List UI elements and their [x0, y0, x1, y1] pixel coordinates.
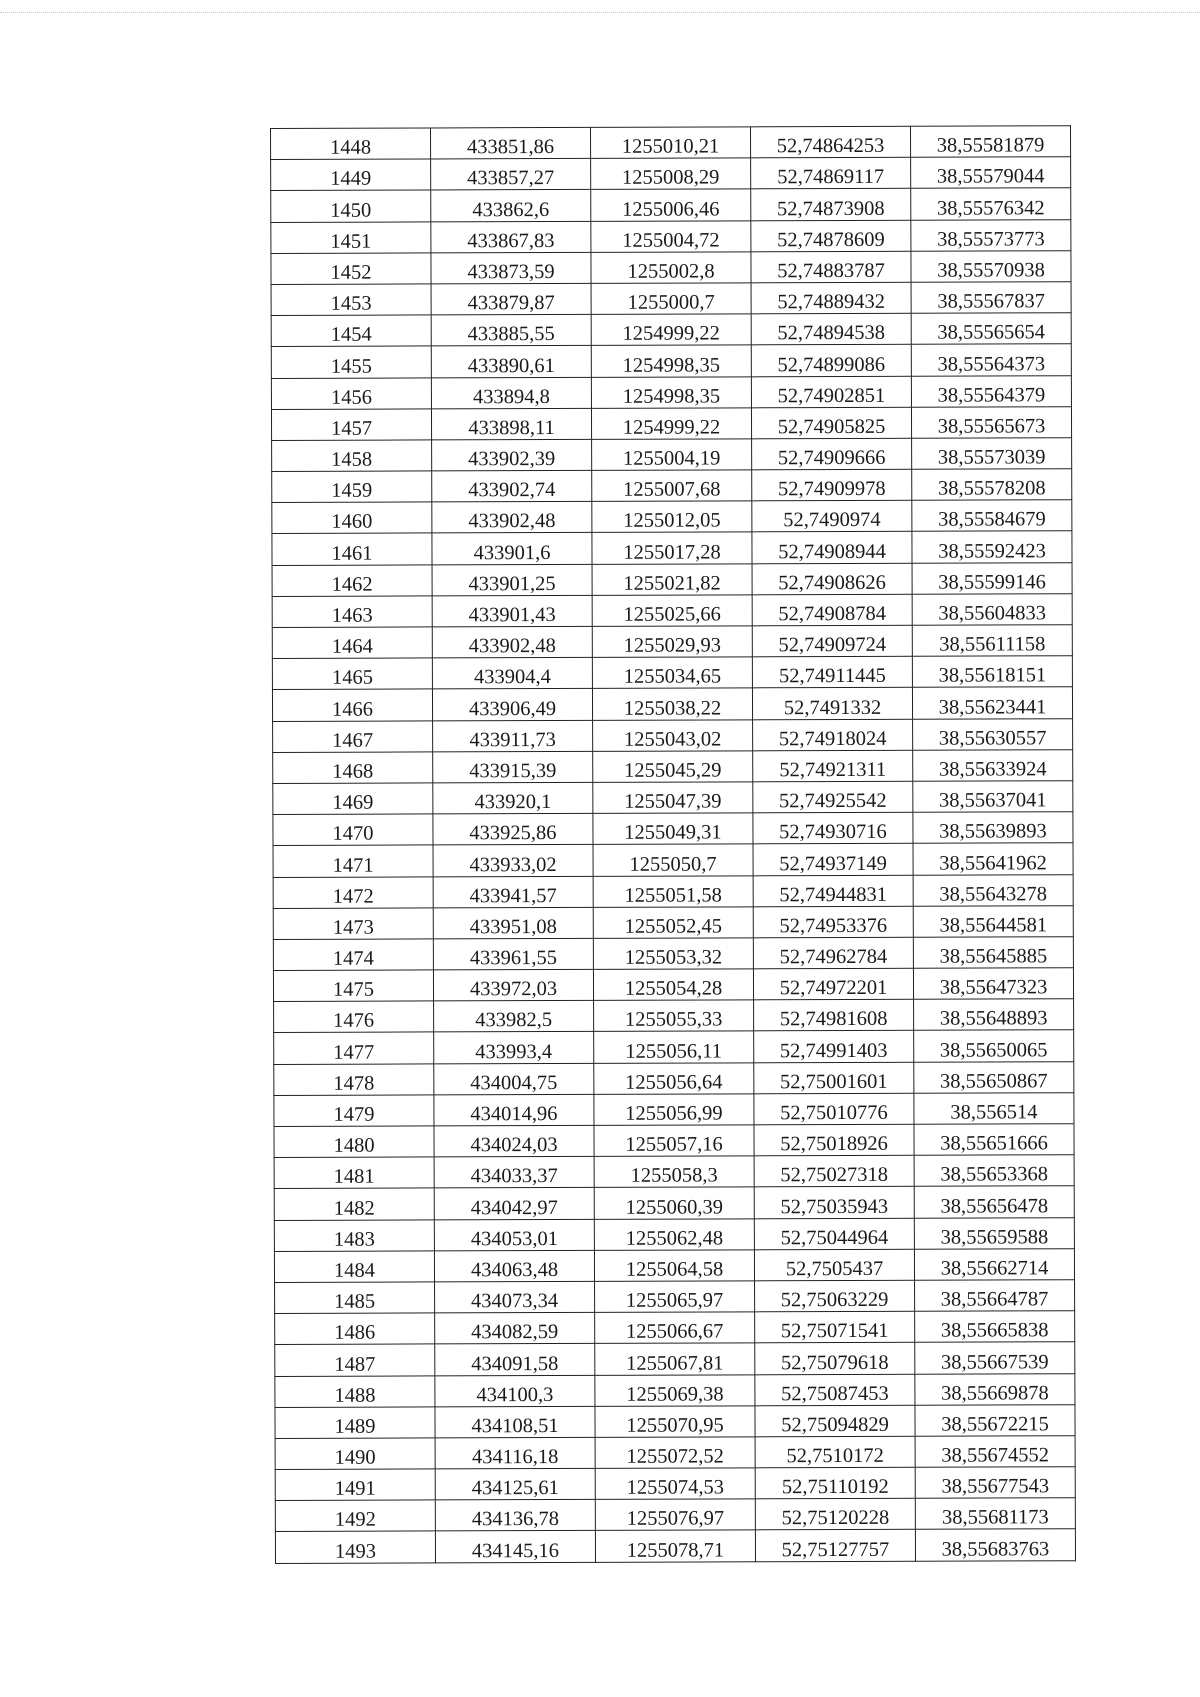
table-row: [274, 1030, 1074, 1064]
point-number-cell: 1455: [271, 346, 431, 378]
point-number-cell: 1473: [273, 908, 433, 940]
point-number-cell: 1482: [274, 1188, 434, 1220]
coordinates-table-container: [270, 125, 1076, 1563]
table-row: [275, 1529, 1075, 1563]
y-coordinate-cell: 1254998,35: [591, 345, 751, 377]
longitude-cell: 38,55637041: [913, 781, 1073, 813]
x-coordinate-cell: 433851,86: [431, 127, 591, 159]
longitude-cell: 38,55599146: [912, 562, 1072, 594]
point-number-cell: 1476: [274, 1001, 434, 1033]
x-coordinate-cell: 434042,97: [434, 1188, 594, 1220]
x-coordinate-cell: 433915,39: [433, 751, 593, 783]
latitude-cell: 52,74953376: [753, 906, 913, 938]
x-coordinate-cell: 433972,03: [433, 969, 593, 1001]
point-number-cell: 1493: [275, 1531, 435, 1563]
y-coordinate-cell: 1255012,05: [592, 501, 752, 533]
point-number-cell: 1492: [275, 1500, 435, 1532]
latitude-cell: 52,74944831: [753, 875, 913, 907]
x-coordinate-cell: 433885,55: [431, 315, 591, 347]
x-coordinate-cell: 434116,18: [435, 1437, 595, 1469]
table-row: [273, 843, 1073, 877]
point-number-cell: 1484: [274, 1251, 434, 1283]
table-row: [271, 157, 1071, 191]
x-coordinate-cell: 434136,78: [435, 1500, 595, 1532]
table-row: [273, 781, 1073, 815]
y-coordinate-cell: 1255007,68: [592, 470, 752, 502]
table-row: [274, 1217, 1074, 1251]
latitude-cell: 52,75035943: [754, 1187, 914, 1219]
longitude-cell: 38,55650867: [914, 1061, 1074, 1093]
y-coordinate-cell: 1255060,39: [594, 1187, 754, 1219]
latitude-cell: 52,74909724: [752, 625, 912, 657]
latitude-cell: 52,74869117: [751, 157, 911, 189]
longitude-cell: 38,55573773: [911, 219, 1071, 251]
longitude-cell: 38,55667539: [915, 1342, 1075, 1374]
longitude-cell: 38,55659588: [914, 1217, 1074, 1249]
longitude-cell: 38,55653368: [914, 1155, 1074, 1187]
point-number-cell: 1467: [273, 720, 433, 752]
point-number-cell: 1490: [275, 1438, 435, 1470]
coordinates-table: [270, 125, 1076, 1563]
y-coordinate-cell: 1255055,33: [594, 1000, 754, 1032]
y-coordinate-cell: 1255058,3: [594, 1156, 754, 1188]
x-coordinate-cell: 433862,6: [431, 190, 591, 222]
y-coordinate-cell: 1255006,46: [591, 189, 751, 221]
point-number-cell: 1485: [275, 1282, 435, 1314]
point-number-cell: 1475: [273, 970, 433, 1002]
table-row: [272, 438, 1072, 472]
x-coordinate-cell: 433901,43: [432, 595, 592, 627]
y-coordinate-cell: 1255078,71: [595, 1530, 755, 1562]
point-number-cell: 1488: [275, 1375, 435, 1407]
latitude-cell: 52,75079618: [755, 1343, 915, 1375]
longitude-cell: 38,55584679: [912, 500, 1072, 532]
scan-edge-line: [0, 12, 1200, 13]
x-coordinate-cell: 433993,4: [434, 1032, 594, 1064]
x-coordinate-cell: 433902,48: [432, 626, 592, 658]
y-coordinate-cell: 1255043,02: [593, 719, 753, 751]
longitude-cell: 38,55647323: [913, 968, 1073, 1000]
y-coordinate-cell: 1255038,22: [592, 688, 752, 720]
latitude-cell: 52,75071541: [755, 1311, 915, 1343]
longitude-cell: 38,55651666: [914, 1124, 1074, 1156]
latitude-cell: 52,75044964: [754, 1218, 914, 1250]
point-number-cell: 1486: [275, 1313, 435, 1345]
latitude-cell: 52,75110192: [755, 1467, 915, 1499]
point-number-cell: 1483: [274, 1219, 434, 1251]
longitude-cell: 38,55639893: [913, 812, 1073, 844]
x-coordinate-cell: 434091,58: [435, 1344, 595, 1376]
longitude-cell: 38,55650065: [914, 1030, 1074, 1062]
point-number-cell: 1456: [271, 377, 431, 409]
y-coordinate-cell: 1255053,32: [593, 938, 753, 970]
table-row: [273, 905, 1073, 939]
y-coordinate-cell: 1255029,93: [592, 626, 752, 658]
table-row: [271, 126, 1071, 160]
longitude-cell: 38,55669878: [915, 1373, 1075, 1405]
table-row: [271, 344, 1071, 378]
point-number-cell: 1459: [272, 471, 432, 503]
x-coordinate-cell: 433933,02: [433, 845, 593, 877]
latitude-cell: 52,75120228: [755, 1499, 915, 1531]
longitude-cell: 38,55567837: [911, 282, 1071, 314]
table-row: [274, 1248, 1074, 1282]
longitude-cell: 38,55564379: [911, 375, 1071, 407]
latitude-cell: 52,74908626: [752, 563, 912, 595]
y-coordinate-cell: 1255056,64: [594, 1062, 754, 1094]
y-coordinate-cell: 1255004,19: [592, 439, 752, 471]
table-row: [273, 937, 1073, 971]
latitude-cell: 52,74909978: [752, 469, 912, 501]
table-row: [274, 1124, 1074, 1158]
latitude-cell: 52,74962784: [753, 937, 913, 969]
longitude-cell: 38,55683763: [915, 1529, 1075, 1561]
y-coordinate-cell: 1255025,66: [592, 595, 752, 627]
longitude-cell: 38,55643278: [913, 874, 1073, 906]
x-coordinate-cell: 434014,96: [434, 1094, 594, 1126]
longitude-cell: 38,55564373: [911, 344, 1071, 376]
table-row: [273, 874, 1073, 908]
longitude-cell: 38,55664787: [915, 1280, 1075, 1312]
longitude-cell: 38,55565654: [911, 313, 1071, 345]
y-coordinate-cell: 1255072,52: [595, 1437, 755, 1469]
point-number-cell: 1491: [275, 1469, 435, 1501]
x-coordinate-cell: 433925,86: [433, 814, 593, 846]
point-number-cell: 1450: [271, 190, 431, 222]
longitude-cell: 38,556514: [914, 1093, 1074, 1125]
x-coordinate-cell: 433879,87: [431, 283, 591, 315]
longitude-cell: 38,55665838: [915, 1311, 1075, 1343]
x-coordinate-cell: 433901,6: [432, 533, 592, 565]
x-coordinate-cell: 433911,73: [433, 720, 593, 752]
point-number-cell: 1479: [274, 1095, 434, 1127]
longitude-cell: 38,55633924: [913, 749, 1073, 781]
longitude-cell: 38,55641962: [913, 843, 1073, 875]
y-coordinate-cell: 1255017,28: [592, 532, 752, 564]
longitude-cell: 38,55662714: [914, 1248, 1074, 1280]
y-coordinate-cell: 1255000,7: [591, 283, 751, 315]
latitude-cell: 52,74894538: [751, 313, 911, 345]
x-coordinate-cell: 434125,61: [435, 1468, 595, 1500]
longitude-cell: 38,55604833: [912, 594, 1072, 626]
x-coordinate-cell: 433902,48: [432, 502, 592, 534]
table-row: [275, 1280, 1075, 1314]
table-row: [271, 250, 1071, 284]
longitude-cell: 38,55656478: [914, 1186, 1074, 1218]
x-coordinate-cell: 433941,57: [433, 876, 593, 908]
point-number-cell: 1477: [274, 1032, 434, 1064]
latitude-cell: 52,75063229: [755, 1280, 915, 1312]
latitude-cell: 52,74899086: [751, 345, 911, 377]
y-coordinate-cell: 1255069,38: [595, 1374, 755, 1406]
table-row: [274, 1186, 1074, 1220]
latitude-cell: 52,74864253: [750, 126, 910, 158]
longitude-cell: 38,55623441: [912, 687, 1072, 719]
latitude-cell: 52,74902851: [751, 376, 911, 408]
point-number-cell: 1487: [275, 1344, 435, 1376]
table-row: [271, 219, 1071, 253]
latitude-cell: 52,74918024: [753, 719, 913, 751]
latitude-cell: 52,74921311: [753, 750, 913, 782]
x-coordinate-cell: 433961,55: [433, 938, 593, 970]
longitude-cell: 38,55644581: [913, 905, 1073, 937]
longitude-cell: 38,55570938: [911, 250, 1071, 282]
x-coordinate-cell: 433857,27: [431, 159, 591, 191]
table-row: [273, 718, 1073, 752]
y-coordinate-cell: 1255045,29: [593, 751, 753, 783]
x-coordinate-cell: 433904,4: [432, 658, 592, 690]
x-coordinate-cell: 434108,51: [435, 1406, 595, 1438]
latitude-cell: 52,74873908: [751, 189, 911, 221]
point-number-cell: 1480: [274, 1126, 434, 1158]
table-row: [272, 500, 1072, 534]
x-coordinate-cell: 433906,49: [432, 689, 592, 721]
y-coordinate-cell: 1255062,48: [594, 1218, 754, 1250]
latitude-cell: 52,75127757: [755, 1530, 915, 1562]
point-number-cell: 1452: [271, 253, 431, 285]
x-coordinate-cell: 434073,34: [435, 1281, 595, 1313]
table-row: [272, 562, 1072, 596]
y-coordinate-cell: 1255056,99: [594, 1094, 754, 1126]
latitude-cell: 52,74911445: [752, 656, 912, 688]
x-coordinate-cell: 434082,59: [435, 1312, 595, 1344]
table-row: [271, 188, 1071, 222]
latitude-cell: 52,7505437: [754, 1249, 914, 1281]
point-number-cell: 1472: [273, 876, 433, 908]
latitude-cell: 52,7490974: [752, 501, 912, 533]
longitude-cell: 38,55581879: [910, 126, 1070, 158]
longitude-cell: 38,55611158: [912, 625, 1072, 657]
x-coordinate-cell: 434053,01: [434, 1219, 594, 1251]
point-number-cell: 1462: [272, 565, 432, 597]
table-row: [275, 1373, 1075, 1407]
table-row: [275, 1467, 1075, 1501]
point-number-cell: 1461: [272, 533, 432, 565]
point-number-cell: 1465: [272, 658, 432, 690]
table-row: [275, 1498, 1075, 1532]
latitude-cell: 52,74905825: [751, 407, 911, 439]
table-row: [271, 375, 1071, 409]
point-number-cell: 1489: [275, 1407, 435, 1439]
point-number-cell: 1478: [274, 1064, 434, 1096]
point-number-cell: 1463: [272, 596, 432, 628]
y-coordinate-cell: 1254998,35: [591, 376, 751, 408]
y-coordinate-cell: 1255067,81: [595, 1343, 755, 1375]
longitude-cell: 38,55630557: [913, 718, 1073, 750]
y-coordinate-cell: 1255049,31: [593, 813, 753, 845]
x-coordinate-cell: 434024,03: [434, 1125, 594, 1157]
point-number-cell: 1481: [274, 1157, 434, 1189]
table-row: [275, 1436, 1075, 1470]
x-coordinate-cell: 434100,3: [435, 1375, 595, 1407]
point-number-cell: 1460: [272, 502, 432, 534]
y-coordinate-cell: 1255002,8: [591, 252, 751, 284]
longitude-cell: 38,55674552: [915, 1436, 1075, 1468]
latitude-cell: 52,7491332: [752, 688, 912, 720]
table-row: [272, 625, 1072, 659]
x-coordinate-cell: 433890,61: [431, 346, 591, 378]
point-number-cell: 1457: [271, 409, 431, 441]
x-coordinate-cell: 434033,37: [434, 1157, 594, 1189]
longitude-cell: 38,55573039: [912, 438, 1072, 470]
y-coordinate-cell: 1255056,11: [594, 1031, 754, 1063]
point-number-cell: 1451: [271, 222, 431, 254]
y-coordinate-cell: 1255065,97: [595, 1281, 755, 1313]
latitude-cell: 52,74909666: [752, 438, 912, 470]
y-coordinate-cell: 1255076,97: [595, 1499, 755, 1531]
table-row: [271, 406, 1071, 440]
point-number-cell: 1449: [271, 159, 431, 191]
table-row: [272, 469, 1072, 503]
table-row: [275, 1404, 1075, 1438]
latitude-cell: 52,74883787: [751, 251, 911, 283]
table-row: [274, 1061, 1074, 1095]
point-number-cell: 1474: [273, 939, 433, 971]
point-number-cell: 1464: [272, 627, 432, 659]
point-number-cell: 1453: [271, 284, 431, 316]
x-coordinate-cell: 433902,39: [432, 439, 592, 471]
y-coordinate-cell: 1255066,67: [595, 1312, 755, 1344]
table-row: [273, 812, 1073, 846]
latitude-cell: 52,74991403: [754, 1031, 914, 1063]
x-coordinate-cell: 433920,1: [433, 782, 593, 814]
latitude-cell: 52,74981608: [754, 1000, 914, 1032]
y-coordinate-cell: 1254999,22: [591, 314, 751, 346]
point-number-cell: 1470: [273, 814, 433, 846]
longitude-cell: 38,55672215: [915, 1404, 1075, 1436]
y-coordinate-cell: 1255070,95: [595, 1406, 755, 1438]
table-row: [272, 531, 1072, 565]
latitude-cell: 52,74972201: [753, 968, 913, 1000]
table-row: [272, 687, 1072, 721]
table-row: [271, 313, 1071, 347]
table-row: [274, 999, 1074, 1033]
x-coordinate-cell: 433898,11: [431, 408, 591, 440]
table-row: [273, 968, 1073, 1002]
table-row: [272, 594, 1072, 628]
latitude-cell: 52,75087453: [755, 1374, 915, 1406]
point-number-cell: 1468: [273, 752, 433, 784]
latitude-cell: 52,74930716: [753, 812, 913, 844]
point-number-cell: 1466: [272, 689, 432, 721]
coordinates-table-body: [271, 126, 1076, 1563]
y-coordinate-cell: 1255057,16: [594, 1125, 754, 1157]
y-coordinate-cell: 1255034,65: [592, 657, 752, 689]
y-coordinate-cell: 1255010,21: [590, 127, 750, 159]
y-coordinate-cell: 1255074,53: [595, 1468, 755, 1500]
latitude-cell: 52,74937149: [753, 844, 913, 876]
x-coordinate-cell: 433873,59: [431, 252, 591, 284]
x-coordinate-cell: 433901,25: [432, 564, 592, 596]
x-coordinate-cell: 433902,74: [432, 470, 592, 502]
longitude-cell: 38,55576342: [911, 188, 1071, 220]
point-number-cell: 1448: [271, 128, 431, 160]
y-coordinate-cell: 1255021,82: [592, 563, 752, 595]
x-coordinate-cell: 433951,08: [433, 907, 593, 939]
latitude-cell: 52,75001601: [754, 1062, 914, 1094]
longitude-cell: 38,55618151: [912, 656, 1072, 688]
table-row: [273, 749, 1073, 783]
x-coordinate-cell: 433867,83: [431, 221, 591, 253]
x-coordinate-cell: 434063,48: [434, 1250, 594, 1282]
latitude-cell: 52,7510172: [755, 1436, 915, 1468]
y-coordinate-cell: 1254999,22: [591, 408, 751, 440]
table-row: [272, 656, 1072, 690]
longitude-cell: 38,55579044: [911, 157, 1071, 189]
x-coordinate-cell: 434145,16: [435, 1531, 595, 1563]
longitude-cell: 38,55645885: [913, 937, 1073, 969]
table-row: [275, 1311, 1075, 1345]
latitude-cell: 52,74925542: [753, 781, 913, 813]
point-number-cell: 1458: [272, 440, 432, 472]
table-row: [274, 1155, 1074, 1189]
longitude-cell: 38,55648893: [914, 999, 1074, 1031]
latitude-cell: 52,74908944: [752, 532, 912, 564]
longitude-cell: 38,55677543: [915, 1467, 1075, 1499]
longitude-cell: 38,55592423: [912, 531, 1072, 563]
latitude-cell: 52,74908784: [752, 594, 912, 626]
point-number-cell: 1469: [273, 783, 433, 815]
x-coordinate-cell: 433982,5: [434, 1001, 594, 1033]
x-coordinate-cell: 433894,8: [431, 377, 591, 409]
longitude-cell: 38,55578208: [912, 469, 1072, 501]
latitude-cell: 52,74878609: [751, 220, 911, 252]
latitude-cell: 52,75027318: [754, 1155, 914, 1187]
latitude-cell: 52,75010776: [754, 1093, 914, 1125]
y-coordinate-cell: 1255054,28: [593, 969, 753, 1001]
point-number-cell: 1454: [271, 315, 431, 347]
table-row: [271, 282, 1071, 316]
y-coordinate-cell: 1255051,58: [593, 875, 753, 907]
x-coordinate-cell: 434004,75: [434, 1063, 594, 1095]
y-coordinate-cell: 1255008,29: [591, 158, 751, 190]
table-row: [274, 1093, 1074, 1127]
y-coordinate-cell: 1255047,39: [593, 782, 753, 814]
y-coordinate-cell: 1255004,72: [591, 220, 751, 252]
table-row: [275, 1342, 1075, 1376]
y-coordinate-cell: 1255064,58: [594, 1250, 754, 1282]
y-coordinate-cell: 1255050,7: [593, 844, 753, 876]
y-coordinate-cell: 1255052,45: [593, 907, 753, 939]
point-number-cell: 1471: [273, 845, 433, 877]
latitude-cell: 52,75094829: [755, 1405, 915, 1437]
latitude-cell: 52,75018926: [754, 1124, 914, 1156]
longitude-cell: 38,55681173: [915, 1498, 1075, 1530]
longitude-cell: 38,55565673: [911, 406, 1071, 438]
latitude-cell: 52,74889432: [751, 282, 911, 314]
